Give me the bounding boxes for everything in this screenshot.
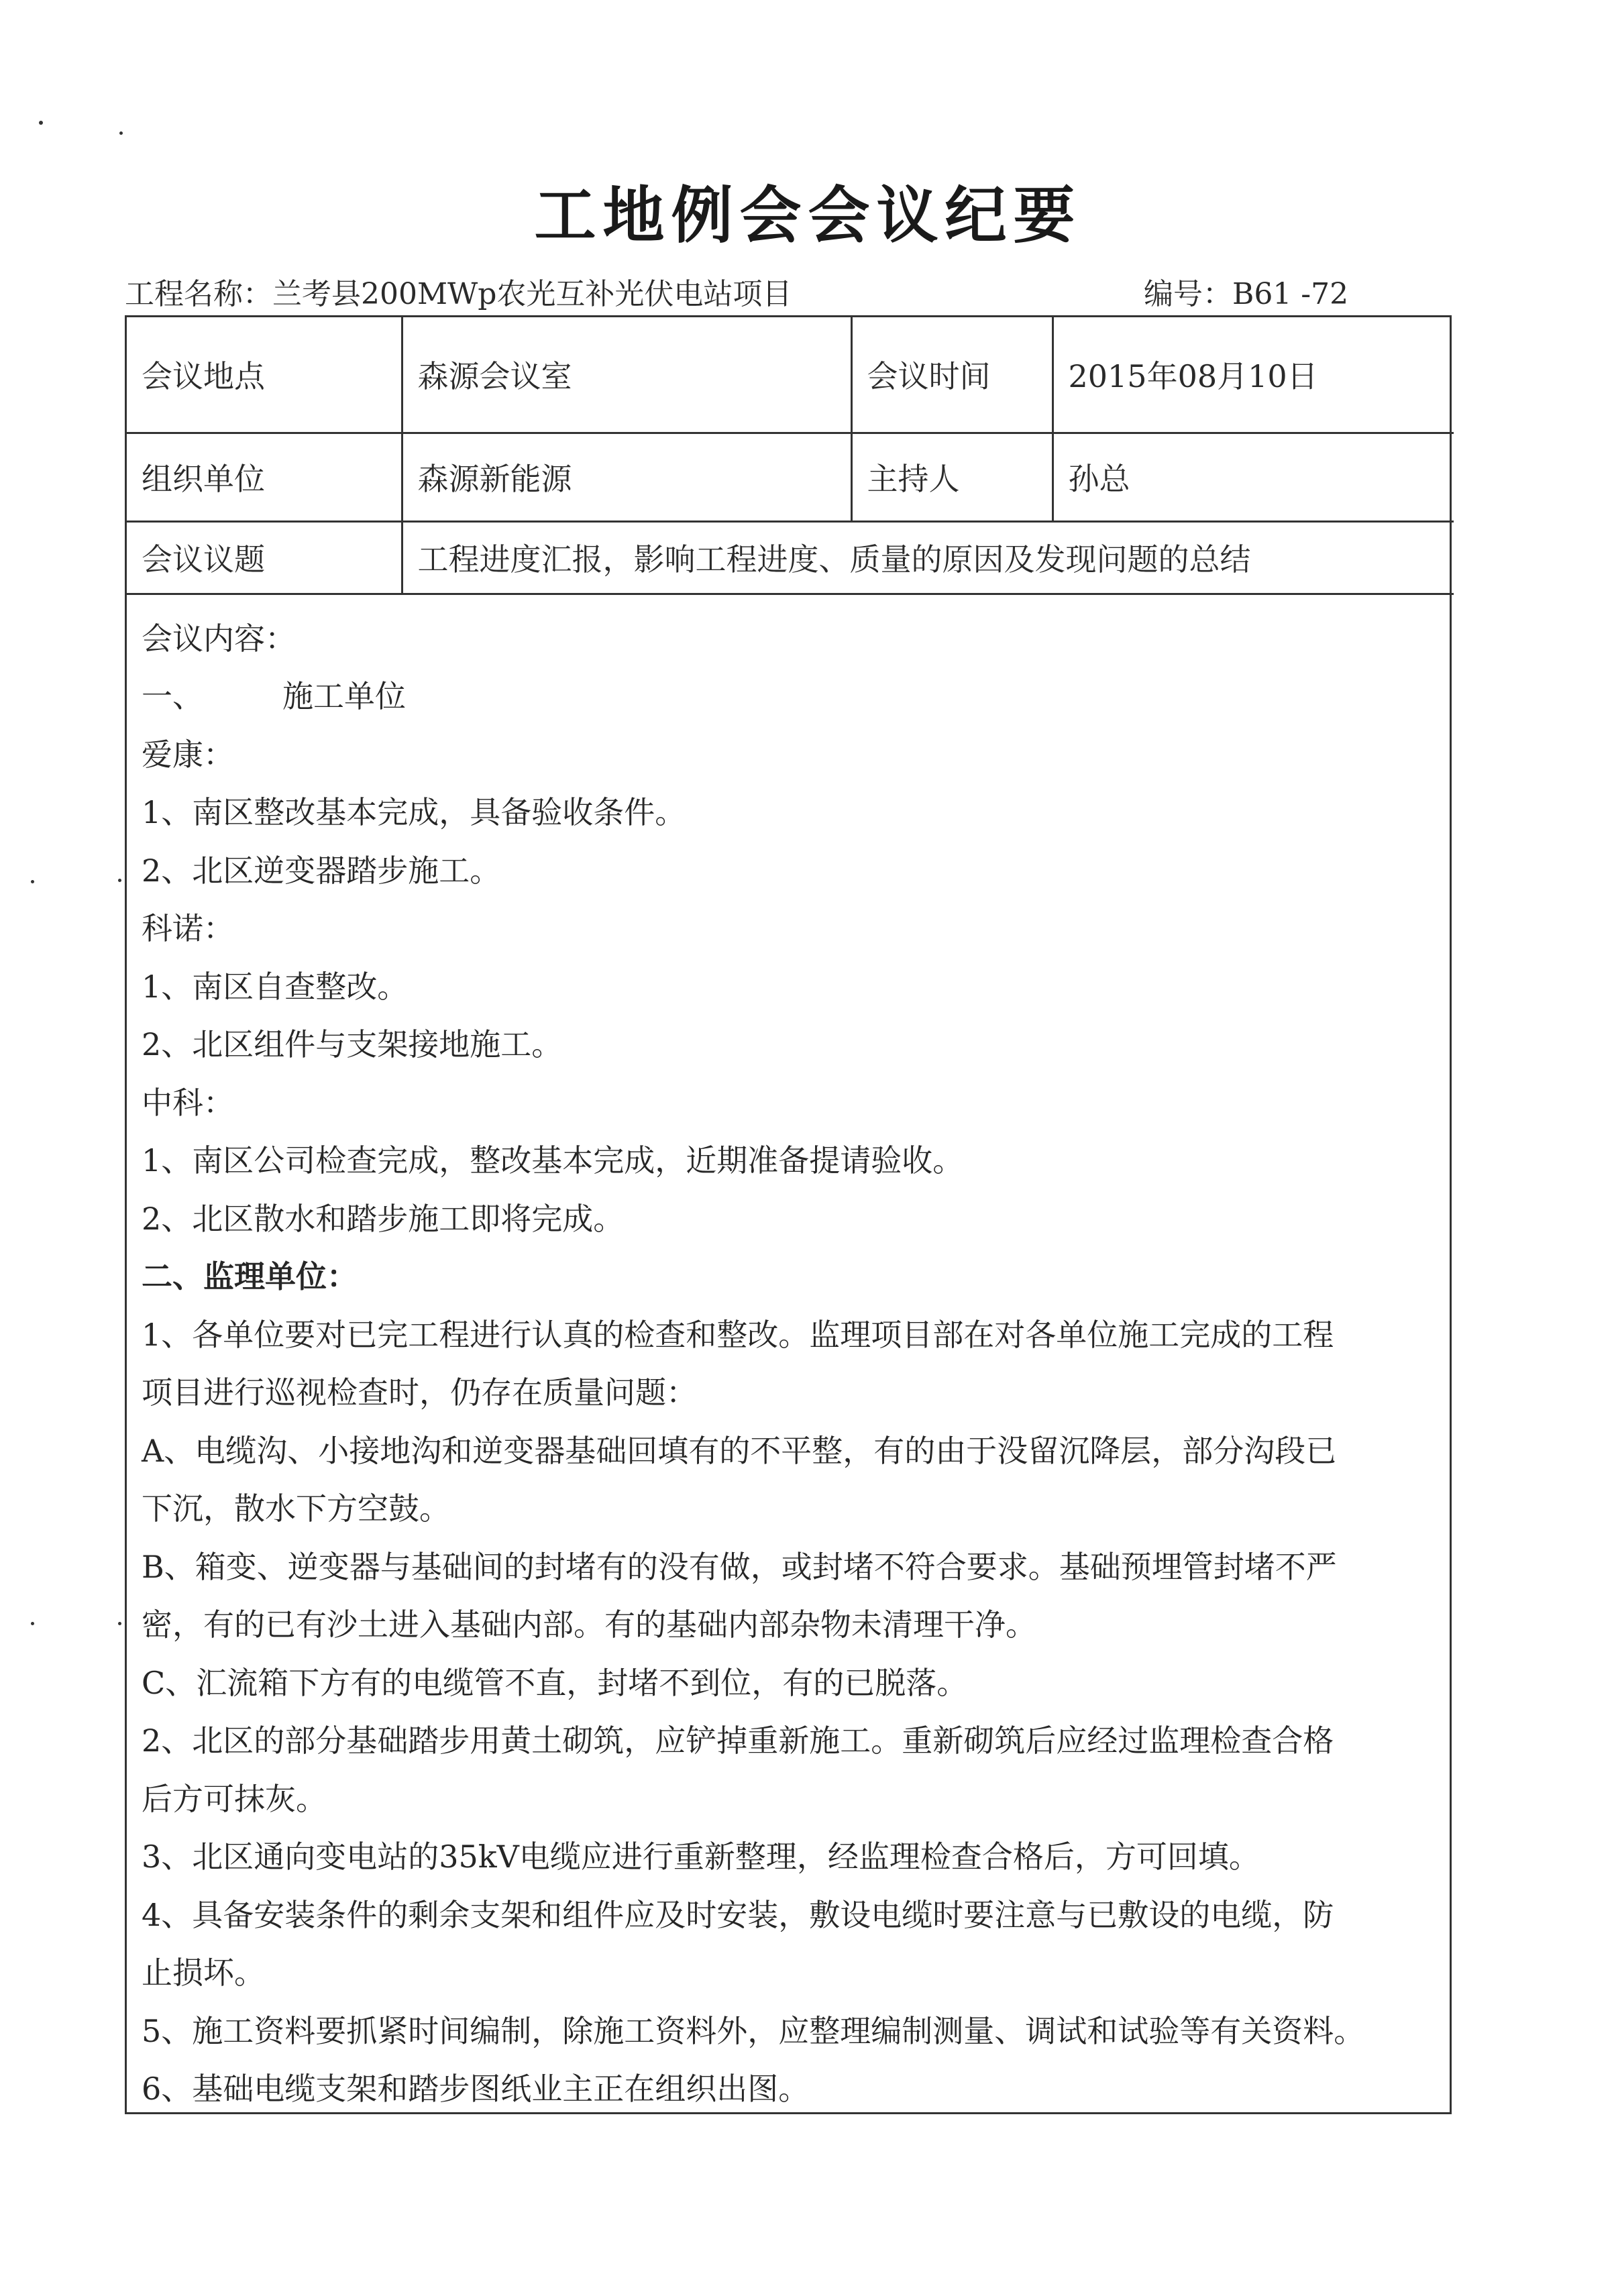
serial-label: 编号： bbox=[1144, 277, 1232, 311]
list-item: 1、南区整改基本完成，具备验收条件。 bbox=[142, 794, 686, 830]
supervision-item-2-cont: 后方可抹灰。 bbox=[142, 1780, 327, 1817]
issue-b: B、箱变、逆变器与基础间的封堵有的没有做，或封堵不符合要求。基础预埋管封堵不严 bbox=[142, 1548, 1337, 1585]
list-item: 1、南区公司检查完成，整改基本完成，近期准备提请验收。 bbox=[142, 1142, 964, 1179]
host-label: 主持人 bbox=[851, 433, 1053, 521]
serial-line bbox=[1144, 270, 1348, 313]
list-item: 2、北区散水和踏步施工即将完成。 bbox=[142, 1200, 625, 1237]
table-row bbox=[127, 521, 1454, 594]
meeting-content bbox=[127, 595, 1450, 2118]
list-item: 2、北区组件与支架接地施工。 bbox=[142, 1026, 563, 1062]
scan-speck bbox=[118, 1622, 121, 1625]
supervision-item-1-cont: 项目进行巡视检查时，仍存在质量问题： bbox=[142, 1374, 697, 1411]
issue-a: A、电缆沟、小接地沟和逆变器基础回填有的不平整，有的由于没留沉降层，部分沟段已 bbox=[142, 1432, 1337, 1469]
project-name: 兰考县200MWp农光互补光伏电站项目 bbox=[272, 277, 792, 311]
supervision-item-2: 2、北区的部分基础踏步用黄土砌筑，应铲掉重新施工。重新砌筑后应经过监理检查合格 bbox=[142, 1723, 1334, 1759]
organizer-value: 森源新能源 bbox=[402, 433, 851, 521]
meeting-info-table bbox=[127, 317, 1454, 595]
minutes-form bbox=[125, 315, 1452, 2114]
scan-speck bbox=[31, 1622, 34, 1625]
supervision-item-5: 5、施工资料要抓紧时间编制，除施工资料外，应整理编制测量、调试和试验等有关资料。 bbox=[142, 2012, 1365, 2049]
supervision-item-4: 4、具备安装条件的剩余支架和组件应及时安装，敷设电缆时要注意与已敷设的电缆，防 bbox=[142, 1896, 1334, 1933]
time-value: 2015年08月10日 bbox=[1053, 317, 1454, 433]
table-row bbox=[127, 317, 1454, 433]
topic-label: 会议议题 bbox=[127, 521, 402, 594]
list-item: 2、北区逆变器踏步施工。 bbox=[142, 852, 501, 889]
time-label: 会议时间 bbox=[851, 317, 1053, 433]
scan-speck bbox=[118, 879, 121, 882]
table-row bbox=[127, 433, 1454, 521]
content-heading: 会议内容： bbox=[142, 620, 296, 657]
supervision-item-1: 1、各单位要对已完工程进行认真的检查和整改。监理项目部在对各单位施工完成的工程 bbox=[142, 1316, 1334, 1353]
supervision-item-4-cont: 止损坏。 bbox=[142, 1955, 265, 1991]
organizer-label: 组织单位 bbox=[127, 433, 402, 521]
issue-c: C、汇流箱下方有的电缆管不直，封堵不到位，有的已脱落。 bbox=[142, 1664, 968, 1701]
contractor-name: 科诺： bbox=[142, 910, 234, 946]
scan-speck bbox=[31, 880, 34, 883]
serial-value: B61 -72 bbox=[1232, 277, 1349, 311]
issue-b-cont: 密，有的已有沙土进入基础内部。有的基础内部杂物未清理干净。 bbox=[142, 1606, 1036, 1643]
list-item: 1、南区自查整改。 bbox=[142, 968, 409, 1005]
project-label: 工程名称： bbox=[125, 277, 272, 311]
page-title: 工地例会会议纪要 bbox=[534, 180, 1082, 252]
section-title: 施工单位 bbox=[282, 678, 406, 714]
scan-speck bbox=[39, 121, 43, 125]
location-value: 森源会议室 bbox=[402, 317, 851, 433]
supervision-item-6: 6、基础电缆支架和踏步图纸业主正在组织出图。 bbox=[142, 2071, 810, 2107]
supervision-item-3: 3、北区通向变电站的35kV电缆应进行重新整理，经监理检查合格后，方可回填。 bbox=[142, 1839, 1260, 1875]
topic-value: 工程进度汇报，影响工程进度、质量的原因及发现问题的总结 bbox=[402, 521, 1454, 594]
location-label: 会议地点 bbox=[127, 317, 402, 433]
contractor-name: 中科： bbox=[142, 1084, 234, 1121]
issue-a-cont: 下沉，散水下方空鼓。 bbox=[142, 1490, 450, 1527]
scan-speck bbox=[119, 131, 123, 135]
section-heading-supervision: 二、监理单位： bbox=[142, 1258, 358, 1295]
section-heading-contractors bbox=[142, 667, 1435, 726]
host-value: 孙总 bbox=[1053, 433, 1454, 521]
contractor-name: 爱康： bbox=[142, 736, 234, 773]
section-number: 一、 bbox=[142, 678, 203, 714]
project-line bbox=[125, 270, 792, 313]
